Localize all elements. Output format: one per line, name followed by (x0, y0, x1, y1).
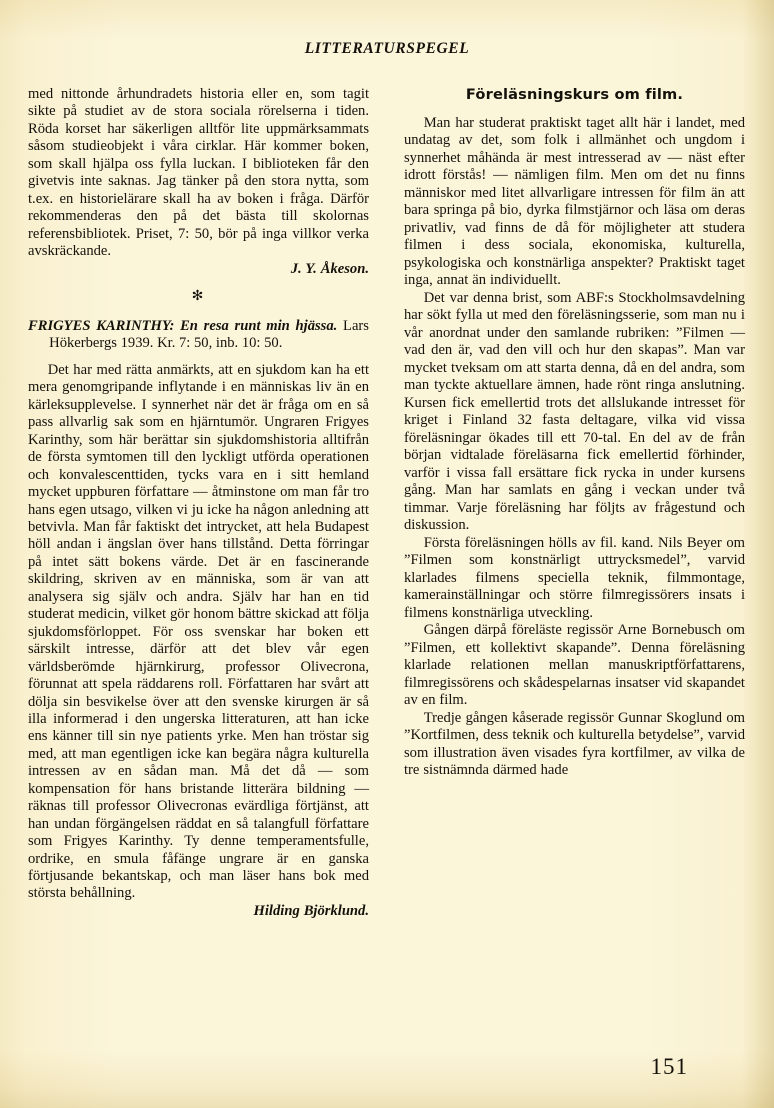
book-citation (28, 318, 369, 353)
running-head: LITTERATURSPEGEL (304, 40, 470, 57)
article-heading: Föreläsningskurs om film. (465, 86, 684, 103)
two-column-body (28, 86, 746, 920)
review-signature-bjorklund: Hilding Björklund. (253, 902, 369, 919)
left-column (28, 86, 369, 920)
page-number: 151 (650, 1054, 688, 1079)
asterisk-icon: ✻ (191, 288, 204, 304)
right-column (404, 86, 745, 920)
article-paragraph-5: Tredje gången kåserade regissör Gunnar Skoglund om ”Kortfilmen, dess teknik och kulturella betydelse”, varvid som illustration även visades fyra kortfilmer, av vilka de tre sistnämnda därmed hade (404, 709, 745, 778)
citation-work-title: FRIGYES KARINTHY: En resa runt min hjässa. (28, 317, 338, 334)
article-paragraph-3: Första föreläsningen hölls av fil. kand. Nils Beyer om ”Filmen som konstnärligt uttrycksmedel”, varvid klarlades filmens speciella teknik, filmmontage, kamerainställningar och större filmregissörers insats i filmens konstnärliga utveckling. (404, 534, 745, 621)
review-body-paragraph: Det har med rätta anmärkts, att en sjukdom kan ha ett mera genomgripande inflytande i en människas liv än en kärleksupplevelse. I synnerhet när det är fråga om en så pass allvarlig sak som en hjärntumör. Ungraren Frigyes Karinthy, som här berättar sin sjukdomshistoria alltifrån de första symtomen till den lyckligt utförda operationen och konvalescenttiden, tycks vara en i sitt hemland mycket uppburen författare — åtminstone om man får tro hans egen utsago, vilken vi ju icke ha någon anledning att betvivla. Man får faktiskt det intrycket, att hela Budapest höll andan i ängslan över hans tillstånd. Detta förringar på intet sätt bokens värde. Det är en fascinerande skildring, skriven av en människa, som är van att analysera sig själv och andra. Själv har han en tid studerat medicin, vilket gör honom bättre skickad att följa sjukdomsförloppet. För oss svenskar har boken ett särskilt intresse, därför att det blev vår egen världsberömde hjärnkirurg, professor Olivecrona, förunnat att spela räddarens roll. Författaren har svårt att dölja sin besvikelse över att den svenske kirurgen är så illa informerad i den ungerska litteraturen, att han icke ens känner till sin nye patients yrke. Men han tröstar sig med, att man egentligen icke kan begära några kulturella intressen av en sådan man. Må det då — som kompensation för hans bristande litterära bildning — räknas till professor Olivecronas evärdliga förtjänst, att han undan förgängelsen räddat en så talangfull författare som Frigyes Karinthy. Ty denne temperamentsfulle, ordrike, en smula fåfänge ungrare är en ganska förtjusande bekantskap, och man läser hans bok med största behållning. (28, 361, 369, 902)
citation-publication: Lars Hökerbergs 1939. Kr. 7: 50, inb. 10: 50. (49, 317, 369, 352)
article-paragraph-2: Det var denna brist, som ABF:s Stockholmsavdelning har sökt fylla ut med den föreläsningsserie, som man nu i vår anordnat under den samlande rubriken: ”Filmen — vad den är, vad den vill och hur den skapas”. Man var mycket tveksam om att starta denna, då en del andra, som man tyckte aktuellare ämnen, hade rönt ringa anslutning. Kursen fick emellertid trots det allslukande intresset för kriget i Finland 32 fasta deltagare, vilka vid vissa föreläsningar ökades till ett 70-tal. En del av de från början vidtalade föreläsarna fick emellertid förhinder, varför i vissa fall ersättare fick rycka in under kursens gång. Man har samlats en gång i veckan under två timmar. Varje föreläsning har följts av frågestund och diskussion. (404, 289, 745, 533)
article-paragraph-4: Gången därpå föreläste regissör Arne Bornebusch om ”Filmen, ett kollektivt skapande”. Denna föreläsning klarlade relationen mellan manuskriptförfattarens, filmregissörens och skådespelarnas insatser vid skapandet av en film. (404, 622, 745, 708)
article-paragraph-1: Man har studerat praktiskt taget allt här i landet, med undatag av det, som folk i allmänhet och ungdom i synnerhet måhända är mest intresserad av — näst efter idrott förstås! — nämligen film. Men om det nu finns människor med litet allvarligare intressen för film än att bara springa på bio, dyrka filmstjärnor och läsa om deras privatliv, vad finns de då för möjligheter att studera filmen i dess sociala, ekonomiska, kulturella, psykologiska och konstnärliga anspekter? Praktiskt taget inga, annat än individuellt. (404, 114, 745, 288)
section-separator (28, 290, 369, 304)
review-signature-akeson: J. Y. Åkeson. (290, 260, 369, 277)
continued-paragraph: med nittonde århundradets historia eller en, som tagit sikte på studiet av de stora sociala rörelserna i tiden. Röda korset har säkerligen alltför lite uppmärksammats såsom studieobjekt i våra cirklar. Här kommer boken, som skall hjälpa oss fylla luckan. I biblioteken får den givetvis inte saknas. Jag tänker på den stora nytta, som t.ex. en historielärare skall ha av boken i fråga. Därför rekommenderas den på det bästa till skolornas referensbibliotek. Priset, 7: 50, bör på inga villkor verka avskräckande. (28, 86, 369, 260)
